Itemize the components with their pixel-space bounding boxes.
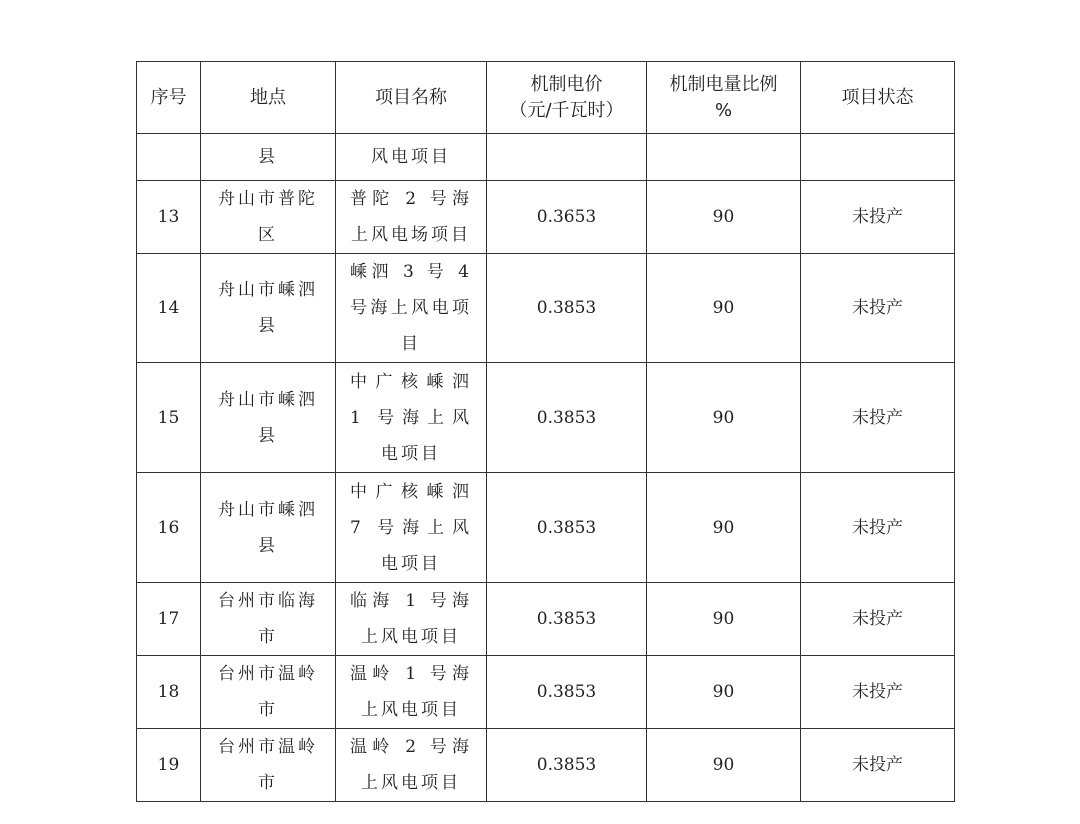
cell-project-name-text: 中广核嵊泗 1 号海上风电项目 bbox=[350, 371, 472, 464]
cell-ratio: 90 bbox=[647, 473, 801, 583]
cell-location-text: 台州市临海市 bbox=[218, 591, 318, 647]
cell-project-name bbox=[336, 656, 487, 729]
cell-index: 15 bbox=[137, 363, 201, 473]
cell-project-name bbox=[336, 473, 487, 583]
table-row bbox=[137, 729, 955, 802]
cell-index: 17 bbox=[137, 583, 201, 656]
cell-price: 0.3853 bbox=[487, 729, 647, 802]
table-row bbox=[137, 134, 955, 181]
cell-location bbox=[201, 363, 336, 473]
header-ratio bbox=[647, 62, 801, 134]
cell-index: 13 bbox=[137, 181, 201, 254]
cell-status: 未投产 bbox=[801, 181, 955, 254]
cell-index bbox=[137, 134, 201, 181]
cell-index: 18 bbox=[137, 656, 201, 729]
cell-project-name bbox=[336, 134, 487, 181]
table-header-row bbox=[137, 62, 955, 134]
cell-index: 14 bbox=[137, 254, 201, 363]
cell-price: 0.3853 bbox=[487, 583, 647, 656]
cell-location-text: 台州市温岭市 bbox=[218, 737, 318, 793]
cell-price: 0.3853 bbox=[487, 473, 647, 583]
header-ratio-title: 机制电量比例 bbox=[669, 73, 778, 95]
cell-index: 19 bbox=[137, 729, 201, 802]
cell-ratio: 90 bbox=[647, 181, 801, 254]
cell-project-name-text: 临海 1 号海上风电项目 bbox=[350, 591, 472, 647]
table-row bbox=[137, 583, 955, 656]
cell-location-text: 舟山市嵊泗县 bbox=[218, 389, 318, 446]
cell-location-text: 舟山市嵊泗县 bbox=[218, 280, 318, 336]
cell-price: 0.3853 bbox=[487, 363, 647, 473]
header-project-name: 项目名称 bbox=[336, 62, 487, 134]
cell-index: 16 bbox=[137, 473, 201, 583]
cell-project-name-text: 温岭 2 号海上风电项目 bbox=[350, 737, 472, 793]
cell-ratio bbox=[647, 134, 801, 181]
cell-price: 0.3653 bbox=[487, 181, 647, 254]
cell-location bbox=[201, 656, 336, 729]
cell-status: 未投产 bbox=[801, 656, 955, 729]
cell-location bbox=[201, 134, 336, 181]
cell-project-name-text: 嵊泗 3 号 4 号海上风电项目 bbox=[350, 262, 472, 354]
header-index: 序号 bbox=[137, 62, 201, 134]
cell-ratio: 90 bbox=[647, 363, 801, 473]
cell-project-name bbox=[336, 729, 487, 802]
cell-location bbox=[201, 583, 336, 656]
cell-price: 0.3853 bbox=[487, 254, 647, 363]
cell-ratio: 90 bbox=[647, 656, 801, 729]
cell-status: 未投产 bbox=[801, 473, 955, 583]
table-row bbox=[137, 363, 955, 473]
cell-location-text: 县 bbox=[258, 147, 278, 167]
table-row bbox=[137, 656, 955, 729]
header-ratio-unit: % bbox=[714, 99, 733, 121]
cell-project-name bbox=[336, 583, 487, 656]
header-price-unit: （元/千瓦时） bbox=[509, 99, 624, 121]
cell-project-name-text: 温岭 1 号海上风电项目 bbox=[350, 664, 472, 720]
cell-price bbox=[487, 134, 647, 181]
table-row bbox=[137, 181, 955, 254]
cell-status: 未投产 bbox=[801, 254, 955, 363]
cell-status: 未投产 bbox=[801, 583, 955, 656]
cell-location-text: 舟山市嵊泗县 bbox=[218, 499, 318, 556]
header-price bbox=[487, 62, 647, 134]
cell-project-name bbox=[336, 254, 487, 363]
header-status: 项目状态 bbox=[801, 62, 955, 134]
cell-location bbox=[201, 473, 336, 583]
table-row bbox=[137, 254, 955, 363]
cell-status: 未投产 bbox=[801, 729, 955, 802]
cell-project-name-text: 普陀 2 号海上风电场项目 bbox=[350, 189, 472, 245]
project-table bbox=[136, 61, 955, 802]
cell-project-name-text: 中广核嵊泗 7 号海上风电项目 bbox=[350, 481, 472, 574]
cell-location bbox=[201, 254, 336, 363]
cell-location bbox=[201, 181, 336, 254]
cell-ratio: 90 bbox=[647, 254, 801, 363]
header-price-title: 机制电价 bbox=[530, 73, 603, 95]
cell-location-text: 舟山市普陀区 bbox=[218, 189, 318, 245]
cell-ratio: 90 bbox=[647, 583, 801, 656]
cell-project-name-text: 风电项目 bbox=[371, 147, 451, 167]
cell-location-text: 台州市温岭市 bbox=[218, 664, 318, 720]
header-location: 地点 bbox=[201, 62, 336, 134]
cell-project-name bbox=[336, 181, 487, 254]
cell-status bbox=[801, 134, 955, 181]
table-row bbox=[137, 473, 955, 583]
cell-status: 未投产 bbox=[801, 363, 955, 473]
cell-project-name bbox=[336, 363, 487, 473]
cell-price: 0.3853 bbox=[487, 656, 647, 729]
cell-ratio: 90 bbox=[647, 729, 801, 802]
cell-location bbox=[201, 729, 336, 802]
